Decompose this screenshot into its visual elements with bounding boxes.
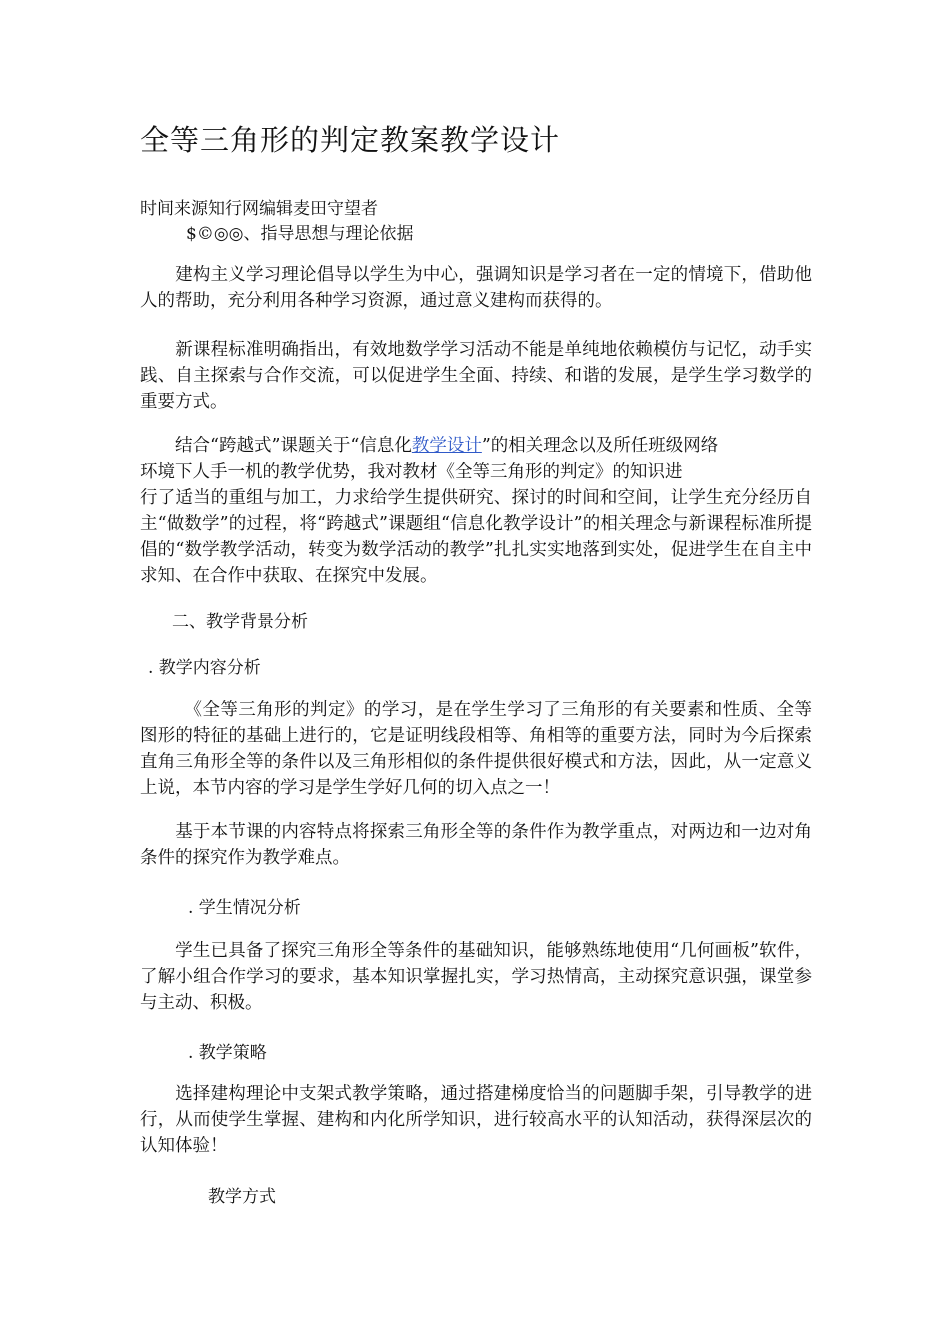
paragraph-text: 行了适当的重组与加工，力求给学生提供研究、探讨的时间和空间，让学生充分经历自主“做数学”的过程，将“跨越式”课题组“信息化教学设计”的相关理念与新课程标准所提倡的“数学教学活动，转变为数学活动的教学”扎扎实实地落到实处，促进学生在自主中求知、在合作中获取、在探究中发展。 [140, 488, 812, 586]
subheading-student-analysis: . 学生情况分析 [188, 898, 301, 918]
source-meta: 时间来源知行网编辑麦田守望者 [140, 199, 378, 219]
paragraph-text: 《全等三角形的判定》的学习，是在学生学习了三角形的有关要素和性质、全等图形的特征的基础上进行的，它是证明线段相等、角相等的重要方法，同时为今后探索直角三角形全等的条件以及三角形相似的条件提供很好模式和方法，因此，从一定意义上说，本节内容的学习是学生学好几何的切入点之一！ [140, 700, 812, 798]
paragraph-text: ”的相关理念以及所任班级网络 [481, 436, 719, 456]
paragraph-student-analysis [140, 938, 812, 1016]
subheading-teaching-strategy: . 教学策略 [188, 1043, 267, 1063]
section-heading-background: 二、教学背景分析 [172, 612, 308, 632]
section-heading-guiding-ideas: $©◎◎、指导思想与理论依据 [186, 224, 414, 244]
paragraph-cross-leap-project [140, 433, 812, 589]
subheading-content-analysis: . 教学内容分析 [148, 658, 261, 678]
paragraph-text: 环境下人手一机的教学优势，我对教材《全等三角形的判定》的知识进 [140, 462, 683, 482]
paragraph-teaching-strategy [140, 1081, 812, 1159]
subheading-teaching-method: 教学方式 [208, 1187, 276, 1207]
paragraph-curriculum-standard [140, 337, 812, 415]
document-title: 全等三角形的判定教案教学设计 [140, 123, 561, 157]
teaching-design-link[interactable]: 教学设计 [411, 436, 482, 456]
paragraph-constructivism [140, 262, 812, 314]
paragraph-text: 学生已具备了探究三角形全等条件的基础知识，能够熟练地使用“几何画板”软件，了解小组合作学习的要求，基本知识掌握扎实，学习热情高，主动探究意识强，课堂参与主动、积极。 [140, 941, 812, 1013]
paragraph-text: 新课程标准明确指出，有效地数学学习活动不能是单纯地依赖模仿与记忆，动手实践、自主探索与合作交流，可以促进学生全面、持续、和谐的发展，是学生学习数学的重要方式。 [140, 340, 812, 412]
paragraph-content-analysis [140, 697, 812, 801]
paragraph-text: 基于本节课的内容特点将探索三角形全等的条件作为教学重点，对两边和一边对角条件的探究作为教学难点。 [140, 822, 812, 868]
paragraph-text: 结合“跨越式”课题关于“信息化 [175, 436, 412, 456]
paragraph-text: 建构主义学习理论倡导以学生为中心，强调知识是学习者在一定的情境下，借助他人的帮助，充分利用各种学习资源，通过意义建构而获得的。 [140, 265, 812, 311]
paragraph-key-points [140, 819, 812, 871]
paragraph-text: 选择建构理论中支架式教学策略，通过搭建梯度恰当的问题脚手架，引导教学的进行，从而使学生掌握、建构和内化所学知识，进行较高水平的认知活动，获得深层次的认知体验！ [140, 1084, 812, 1156]
